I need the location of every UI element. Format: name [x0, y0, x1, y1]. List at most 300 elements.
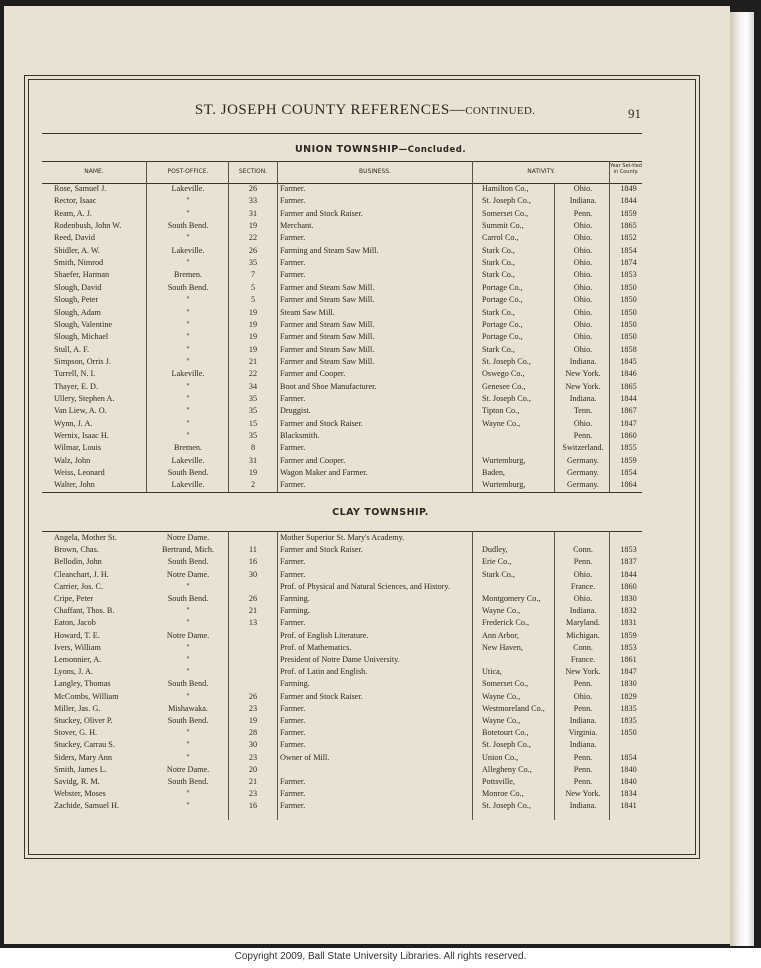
cell-county: Stark Co.,: [482, 270, 515, 280]
cell-year: 1847: [620, 667, 637, 677]
cell-post-office: ": [186, 691, 190, 701]
cell-section: 19: [248, 468, 258, 478]
table-row: [0, 319, 730, 331]
cell-section: 13: [248, 618, 258, 628]
cell-business: Farmer.: [280, 270, 306, 280]
cell-county: Stark Co.,: [482, 344, 515, 354]
cell-state: Virginia.: [568, 728, 598, 738]
cell-business: Farming.: [280, 594, 310, 603]
cell-year: 1850: [620, 282, 637, 292]
cell-post-office: South Bend.: [167, 468, 209, 478]
cell-section: 20: [248, 764, 258, 774]
cell-post-office: Lakeville.: [171, 184, 205, 193]
cell-state: Ohio.: [573, 295, 593, 305]
cell-business: Mother Superior St. Mary's Academy.: [280, 533, 405, 542]
cell-post-office: ": [186, 655, 190, 664]
cell-business: Farmer.: [280, 789, 306, 799]
cell-name: Brown, Chas.: [54, 545, 99, 555]
cell-state: Penn.: [573, 431, 593, 440]
table-row: [0, 715, 730, 727]
cell-post-office: South Bend.: [167, 221, 209, 231]
cell-county: Stark Co.,: [482, 307, 515, 317]
cell-section: 28: [248, 728, 258, 738]
cell-section: 5: [250, 282, 256, 292]
cell-year: 1849: [620, 184, 637, 193]
cell-name: Stuckey, Oliver P.: [54, 716, 113, 725]
cell-state: New York.: [565, 381, 601, 391]
cell-business: Farmer and Steam Saw Mill.: [280, 282, 375, 292]
table-row: [0, 393, 730, 405]
cell-county: Pottsville,: [482, 777, 515, 786]
cell-year: 1852: [620, 233, 637, 243]
cell-county: Baden,: [482, 468, 505, 478]
table-row: [0, 195, 730, 207]
cell-name: Shidler, A. W.: [54, 245, 100, 255]
cell-county: Allegheny Co.,: [482, 764, 532, 774]
cell-post-office: ": [186, 344, 190, 354]
col-header-name: NAME.: [84, 168, 104, 175]
cell-state: Ohio.: [573, 332, 593, 342]
cell-county: Frederick Co.,: [482, 618, 530, 628]
cell-section: 26: [248, 691, 258, 701]
cell-year: 1850: [620, 728, 637, 738]
cell-section: 31: [248, 455, 258, 465]
cell-year: 1832: [620, 606, 637, 616]
cell-business: Prof. of Physical and Natural Sciences, and History.: [280, 581, 451, 591]
cell-state: Penn.: [573, 703, 593, 713]
cell-county: Wayne Co.,: [482, 606, 521, 616]
cell-state: Ohio.: [573, 344, 593, 354]
page-title: [0, 102, 730, 119]
cell-year: 1847: [620, 418, 637, 428]
cell-state: Conn.: [573, 545, 593, 555]
cell-business: Boot and Shoe Manufacturer.: [280, 381, 377, 391]
cell-state: Ohio.: [573, 594, 593, 603]
cell-year: 1860: [620, 581, 637, 591]
cell-section: 16: [248, 801, 258, 811]
cell-business: Farmer and Steam Saw Mill.: [280, 344, 375, 354]
cell-state: Ohio.: [573, 184, 593, 193]
cell-section: 26: [248, 245, 258, 255]
cell-state: Penn.: [573, 752, 593, 762]
cell-state: New York.: [565, 369, 601, 379]
table-row: [0, 232, 730, 244]
cell-section: 23: [248, 752, 258, 762]
cell-post-office: South Bend.: [167, 282, 209, 292]
cell-section: 33: [248, 196, 258, 206]
cell-section: 19: [248, 344, 258, 354]
cell-state: Penn.: [573, 777, 593, 786]
col-header-year: Year Set-tled in County.: [610, 163, 642, 175]
cell-section: 19: [248, 221, 258, 231]
cell-state: Indiana.: [569, 716, 597, 725]
cell-year: 1859: [620, 208, 637, 218]
title-main: ST. JOSEPH COUNTY REFERENCES—: [194, 102, 466, 118]
cell-post-office: Lakeville.: [171, 369, 205, 379]
cell-section: 21: [248, 606, 258, 616]
cell-business: President of Notre Dame University.: [280, 655, 400, 664]
cell-name: Eaton, Jacob: [54, 618, 96, 628]
cell-state: Germany.: [567, 455, 599, 465]
cell-business: Farmer.: [280, 618, 306, 628]
cell-state: Ohio.: [573, 418, 593, 428]
cell-name: Slough, Adam: [54, 307, 101, 317]
cell-business: Farmer.: [280, 258, 306, 268]
cell-year: 1850: [620, 307, 637, 317]
table-row: [0, 630, 730, 642]
cell-county: Erie Co.,: [482, 557, 512, 567]
cell-section: 8: [250, 443, 256, 453]
cell-name: Stull, A. F.: [54, 344, 90, 354]
table-row: [0, 183, 730, 195]
cell-post-office: Lakeville.: [171, 480, 205, 490]
cell-post-office: South Bend.: [167, 679, 209, 689]
cell-year: 1859: [620, 455, 637, 465]
table-row: [0, 442, 730, 454]
cell-business: Farmer.: [280, 393, 306, 403]
cell-county: Stark Co.,: [482, 569, 515, 579]
cell-name: Cripe, Peter: [54, 594, 94, 603]
cell-state: Conn.: [573, 642, 593, 652]
table-row: [0, 245, 730, 257]
cell-business: Farmer and Steam Saw Mill.: [280, 356, 375, 366]
cell-business: Farmer and Steam Saw Mill.: [280, 319, 375, 329]
table-row: [0, 727, 730, 739]
cell-business: Farmer.: [280, 569, 306, 579]
cell-section: 34: [248, 381, 258, 391]
cell-business: Farmer.: [280, 703, 306, 713]
cell-post-office: ": [186, 728, 190, 738]
cell-business: Farmer and Stock Raiser.: [280, 691, 363, 701]
cell-post-office: Notre Dame.: [166, 764, 210, 774]
cell-business: Farmer and Steam Saw Mill.: [280, 295, 375, 305]
cell-name: Siders, Mary Ann: [54, 752, 112, 762]
cell-name: Chaffant, Thos. B.: [54, 606, 115, 616]
cell-county: New Haven,: [482, 642, 523, 652]
cell-post-office: ": [186, 581, 190, 591]
table-row: [0, 691, 730, 703]
cell-business: Farmer and Cooper.: [280, 455, 346, 465]
cell-year: 1830: [620, 679, 637, 689]
cell-name: Rose, Samuel J.: [54, 184, 107, 193]
cell-section: 19: [248, 332, 258, 342]
table-row: [0, 269, 730, 281]
cell-section: 23: [248, 789, 258, 799]
cell-year: 1835: [620, 703, 637, 713]
cell-post-office: ": [186, 332, 190, 342]
cell-section: 11: [249, 545, 257, 555]
cell-section: 23: [248, 703, 258, 713]
cell-section: 19: [248, 319, 258, 329]
cell-county: Wurtemburg,: [482, 480, 526, 490]
table-row: [0, 605, 730, 617]
cell-section: 30: [248, 569, 258, 579]
cell-post-office: ": [186, 393, 190, 403]
cell-name: Thayer, E. D.: [54, 381, 99, 391]
cell-business: Prof. of English Literature.: [280, 630, 369, 640]
cell-section: 2: [250, 480, 256, 490]
cell-state: New York.: [565, 667, 601, 677]
cell-name: Webster, Moses: [54, 789, 106, 799]
cell-county: Wurtemburg,: [482, 455, 526, 465]
cell-name: Smith, Nimrod: [54, 258, 104, 268]
cell-county: Oswego Co.,: [482, 369, 525, 379]
table-row: [0, 381, 730, 393]
cell-state: Michigan.: [566, 630, 600, 640]
cell-name: Slough, Peter: [54, 295, 99, 305]
cell-section: 7: [250, 270, 256, 280]
cell-county: Summit Co.,: [482, 221, 524, 231]
header-top-rule: [42, 161, 642, 162]
cell-state: Tenn.: [573, 406, 593, 416]
cell-business: Farmer.: [280, 728, 306, 738]
cell-name: Miller, Jas. G.: [54, 703, 101, 713]
cell-state: Penn.: [573, 679, 593, 689]
cell-business: Farmer.: [280, 740, 306, 750]
table-row: [0, 581, 730, 593]
cell-year: 1844: [620, 569, 637, 579]
cell-business: Farmer.: [280, 233, 306, 243]
cell-name: Howard, T. E.: [54, 630, 100, 640]
cell-year: 1841: [620, 801, 637, 811]
cell-section: 22: [248, 233, 258, 243]
cell-state: Ohio.: [573, 245, 593, 255]
cell-post-office: ": [186, 642, 190, 652]
cell-section: 19: [248, 307, 258, 317]
cell-section: 19: [248, 716, 258, 725]
cell-state: Indiana.: [569, 606, 597, 616]
cell-state: Indiana.: [569, 801, 597, 811]
cell-post-office: Lakeville.: [171, 455, 205, 465]
cell-business: Farmer and Stock Raiser.: [280, 418, 363, 428]
col-header-nativity: NATIVITY.: [527, 168, 555, 175]
cell-business: Farming.: [280, 606, 310, 616]
cell-section: 26: [248, 594, 258, 603]
table-row: [0, 282, 730, 294]
cell-county: Botetourt Co.,: [482, 728, 529, 738]
table-row: [0, 331, 730, 343]
cell-county: Montgomery Co.,: [482, 594, 541, 603]
cell-name: Rodenbush, John W.: [54, 221, 122, 231]
cell-state: Ohio.: [573, 221, 593, 231]
cell-business: Wagon Maker and Farmer.: [280, 468, 368, 478]
cell-business: Farmer.: [280, 801, 306, 811]
cell-state: Ohio.: [573, 307, 593, 317]
table-row: [0, 617, 730, 629]
cell-state: Ohio.: [573, 319, 593, 329]
cell-year: 1835: [620, 716, 637, 725]
cell-year: 1830: [620, 594, 637, 603]
cell-post-office: ": [186, 606, 190, 616]
cell-section: 21: [248, 777, 258, 786]
cell-section: 35: [248, 258, 258, 268]
cell-name: Angela, Mother St.: [54, 533, 117, 542]
table-row: [0, 703, 730, 715]
table-row: [0, 220, 730, 232]
cell-county: Portage Co.,: [482, 295, 523, 305]
cell-county: Somerset Co.,: [482, 208, 529, 218]
cell-post-office: ": [186, 431, 190, 440]
cell-state: Maryland.: [566, 618, 600, 628]
cell-name: McCombs, William: [54, 691, 119, 701]
cell-business: Farming and Steam Saw Mill.: [280, 245, 379, 255]
cell-name: Van Liew, A. O.: [54, 406, 107, 416]
cell-post-office: ": [186, 789, 190, 799]
cell-state: Ohio.: [573, 282, 593, 292]
cell-post-office: ": [186, 618, 190, 628]
cell-name: Slough, Valentine: [54, 319, 113, 329]
cell-year: 1861: [620, 655, 637, 664]
cell-county: St. Joseph Co.,: [482, 801, 531, 811]
cell-name: Wynn, J. A.: [54, 418, 93, 428]
table-row: [0, 544, 730, 556]
cell-section: 21: [248, 356, 258, 366]
cell-section: 35: [248, 431, 258, 440]
cell-county: St. Joseph Co.,: [482, 740, 531, 750]
title-rule: [42, 133, 642, 134]
cell-county: St. Joseph Co.,: [482, 393, 531, 403]
cell-business: Farmer.: [280, 184, 306, 193]
cell-post-office: Lakeville.: [171, 245, 205, 255]
table-row: [0, 800, 730, 812]
table-row: [0, 418, 730, 430]
cell-state: Indiana.: [569, 740, 597, 750]
cell-business: Druggist.: [280, 406, 311, 416]
cell-year: 1867: [620, 406, 637, 416]
cell-name: Cleanchart, J. H.: [54, 569, 109, 579]
cell-county: Portage Co.,: [482, 282, 523, 292]
table-row: [0, 405, 730, 417]
cell-business: Owner of Mill.: [280, 752, 330, 762]
cell-year: 1840: [620, 777, 637, 786]
cell-county: Utica,: [482, 667, 502, 677]
cell-name: Turrell, N. I.: [54, 369, 96, 379]
table-row: [0, 307, 730, 319]
cell-business: Farmer and Steam Saw Mill.: [280, 332, 375, 342]
cell-name: Slough, Michael: [54, 332, 109, 342]
cell-post-office: Bremen.: [174, 443, 202, 453]
table-row: [0, 752, 730, 764]
cell-state: Indiana.: [569, 356, 597, 366]
col-header-section: SECTION.: [238, 168, 268, 175]
cell-name: Wernix, Isaac H.: [54, 431, 109, 440]
cell-post-office: ": [186, 295, 190, 305]
title-continued: CONTINUED.: [465, 105, 536, 117]
cell-name: Weiss, Leonard: [54, 468, 105, 478]
union-heading: [0, 144, 761, 155]
cell-business: Farmer and Stock Raiser.: [280, 208, 363, 218]
cell-year: 1846: [620, 369, 637, 379]
page-number: 91: [628, 106, 641, 121]
col-header-business: BUSINESS.: [359, 168, 391, 175]
cell-county: Monroe Co.,: [482, 789, 524, 799]
cell-name: Wilmar, Louis: [54, 443, 102, 453]
cell-state: France.: [570, 581, 596, 591]
cell-year: 1855: [620, 443, 637, 453]
cell-year: 1853: [620, 545, 637, 555]
cell-state: Penn.: [573, 557, 593, 567]
cell-year: 1853: [620, 642, 637, 652]
cell-post-office: ": [186, 307, 190, 317]
cell-business: Farmer.: [280, 480, 306, 490]
table-row: [0, 776, 730, 788]
cell-state: Ohio.: [573, 233, 593, 243]
cell-year: 1854: [620, 245, 637, 255]
table-row: [0, 556, 730, 568]
cell-name: Lemonnier, A.: [54, 655, 102, 664]
table-row: [0, 368, 730, 380]
table-row: [0, 467, 730, 479]
cell-year: 1845: [620, 356, 637, 366]
cell-section: 26: [248, 184, 258, 193]
cell-name: Ivers, William: [54, 642, 101, 652]
cell-business: Blacksmith.: [280, 431, 320, 440]
cell-name: Lyons, J. A.: [54, 667, 93, 677]
cell-post-office: ": [186, 667, 190, 677]
cell-post-office: ": [186, 801, 190, 811]
cell-business: Steam Saw Mill.: [280, 307, 335, 317]
cell-business: Farmer and Cooper.: [280, 369, 346, 379]
cell-business: Prof. of Latin and English.: [280, 667, 368, 677]
cell-county: St. Joseph Co.,: [482, 196, 531, 206]
table-row: [0, 764, 730, 776]
clay-heading: CLAY TOWNSHIP.: [332, 507, 429, 518]
table-row: [0, 532, 730, 544]
cell-section: 31: [248, 208, 258, 218]
cell-post-office: Notre Dame.: [166, 533, 210, 542]
cell-section: 5: [250, 295, 256, 305]
cell-name: Rector, Isaac: [54, 196, 97, 206]
cell-county: Portage Co.,: [482, 332, 523, 342]
cell-business: Farmer.: [280, 777, 306, 786]
cell-post-office: Mishawaka.: [168, 703, 208, 713]
copyright-footer: Copyright 2009, Ball State University Libraries. All rights reserved.: [234, 951, 527, 962]
cell-post-office: ": [186, 208, 190, 218]
table-row: [0, 642, 730, 654]
cell-post-office: ": [186, 406, 190, 416]
cell-year: 1831: [620, 618, 637, 628]
cell-county: Wayne Co.,: [482, 418, 521, 428]
cell-state: Ohio.: [573, 569, 593, 579]
cell-business: Farmer and Stock Raiser.: [280, 545, 363, 555]
cell-year: 1865: [620, 221, 637, 231]
table-row: [0, 257, 730, 269]
cell-year: 1850: [620, 332, 637, 342]
table-row: [0, 654, 730, 666]
cell-county: Westmoreland Co.,: [482, 703, 545, 713]
cell-post-office: ": [186, 752, 190, 762]
cell-business: Farmer.: [280, 557, 306, 567]
cell-county: Carrol Co.,: [482, 233, 519, 243]
table-row: [0, 593, 730, 605]
cell-name: Carrier, Jos. C.: [54, 581, 104, 591]
table-row: [0, 344, 730, 356]
cell-name: Simpson, Orris J.: [54, 356, 111, 366]
cell-county: Wayne Co.,: [482, 716, 521, 725]
cell-name: Stuckey, Carrau S.: [54, 740, 115, 750]
cell-county: Hamilton Co.,: [482, 184, 529, 193]
cell-name: Ullery, Stephen A.: [54, 393, 115, 403]
union-heading-main: UNION TOWNSHIP: [294, 144, 399, 155]
cell-business: Farming.: [280, 679, 310, 689]
cell-state: Ohio.: [573, 270, 593, 280]
cell-year: 1865: [620, 381, 637, 391]
cell-name: Stover, G. H.: [54, 728, 98, 738]
cell-state: Indiana.: [569, 196, 597, 206]
cell-county: Ann Arbor,: [482, 630, 519, 640]
table-row: [0, 294, 730, 306]
cell-business: Prof. of Mathematics.: [280, 642, 352, 652]
